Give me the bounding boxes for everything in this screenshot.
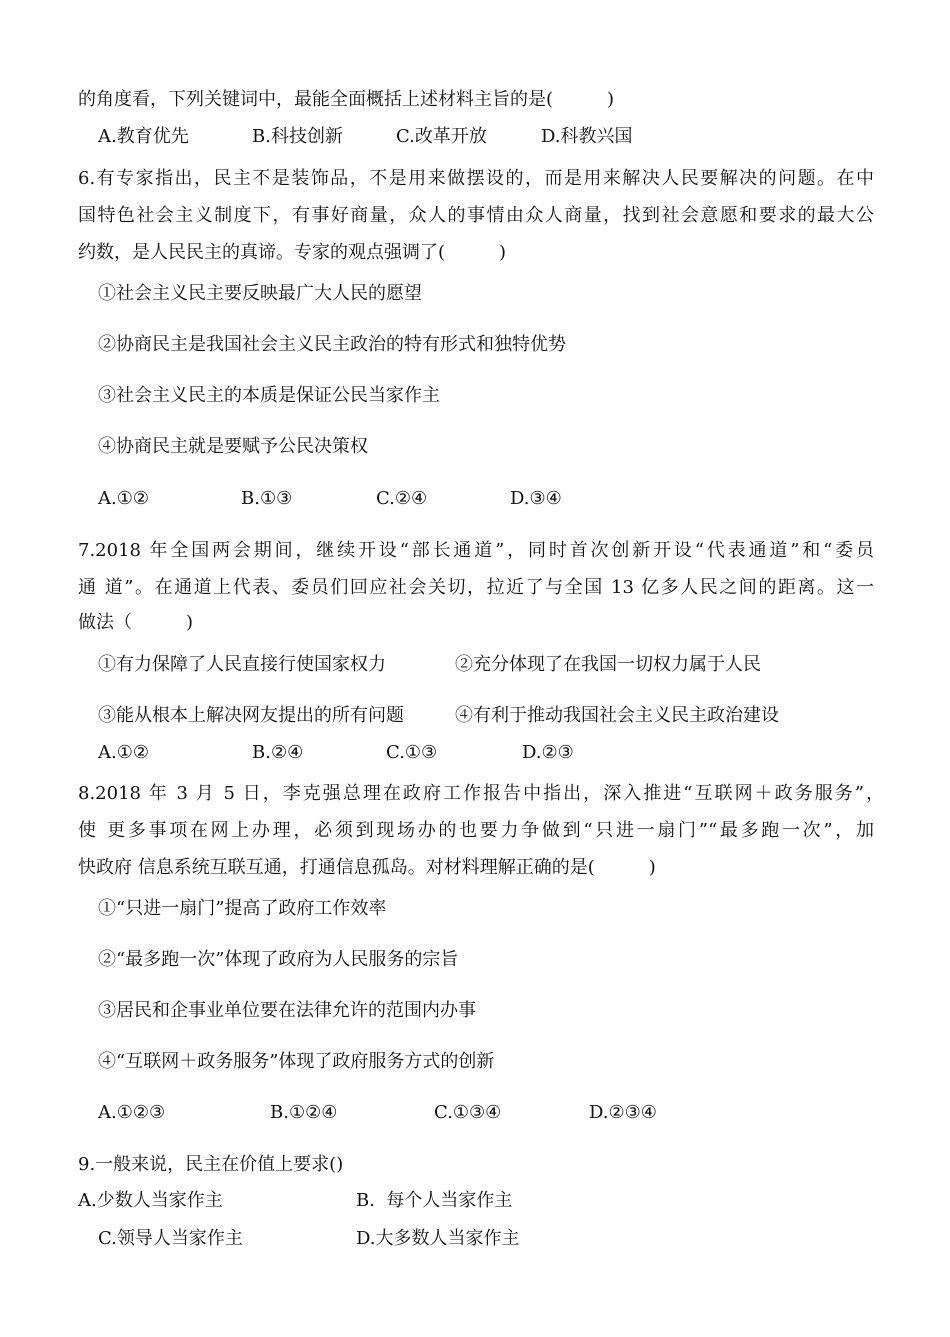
q7-statement-4: ④有利于推动我国社会主义民主政治建设 [455, 705, 779, 726]
q8-statement-1: ①“只进一扇门”提高了政府工作效率 [98, 898, 387, 919]
q8-statement-3: ③居民和企事业单位要在法律允许的范围内办事 [98, 1000, 476, 1021]
q9-option-a: A.少数人当家作主 [78, 1190, 223, 1211]
q6-option-a: A.①② [98, 488, 149, 509]
q7-statement-3: ③能从根本上解决网友提出的所有问题 [98, 705, 404, 726]
q6-statement-2: ②协商民主是我国社会主义民主政治的特有形式和独特优势 [98, 334, 566, 355]
q7-stem-line-1: 7.2018 年全国两会期间，继续开设“部长通道”，同时首次创新开设“代表通道”和“委员 [78, 540, 874, 561]
q8-option-a: A.①②③ [98, 1102, 166, 1123]
q6-option-b: B.①③ [241, 488, 293, 509]
q6-stem-line-3: 约数，是人民民主的真谛。专家的观点强调了( ) [78, 242, 507, 263]
q6-statement-4: ④协商民主就是要赋予公民决策权 [98, 436, 368, 457]
q6-stem-line-2: 国特色社会主义制度下，有事好商量，众人的事情由众人商量，找到社会意愿和要求的最大公 [78, 205, 874, 226]
q9-option-b: B. 每个人当家作主 [356, 1190, 513, 1211]
q8-statement-2: ②“最多跑一次”体现了政府为人民服务的宗旨 [98, 949, 459, 970]
q7-option-d: D.②③ [522, 742, 574, 763]
q6-statement-1: ①社会主义民主要反映最广大人民的愿望 [98, 283, 422, 304]
q7-option-c: C.①③ [386, 742, 438, 763]
q7-option-a: A.①② [98, 742, 149, 763]
q8-option-c: C.①③④ [434, 1102, 502, 1123]
q6-stem-line-1: 6.有专家指出，民主不是装饰品，不是用来做摆设的，而是用来解决人民要解决的问题。在中 [78, 168, 874, 189]
q6-statement-3: ③社会主义民主的本质是保证公民当家作主 [98, 385, 440, 406]
q7-statement-2: ②充分体现了在我国一切权力属于人民 [455, 654, 761, 675]
q5-stem-tail: 的角度看，下列关键词中，最能全面概括上述材料主旨的是( ) [78, 89, 615, 110]
q9-stem: 9.一般来说，民主在价值上要求() [78, 1154, 344, 1175]
q7-stem-line-2: 通 道”。在通道上代表、委员们回应社会关切，拉近了与全国 13 亿多人民之间的距离。这一 [78, 577, 874, 598]
q8-option-d: D.②③④ [589, 1102, 657, 1123]
q5-option-c: C.改革开放 [396, 126, 487, 147]
q5-option-b: B.科技创新 [252, 126, 343, 147]
q5-option-d: D.科教兴国 [541, 126, 633, 147]
q9-option-c: C.领导人当家作主 [98, 1228, 243, 1249]
q8-stem-line-2: 使 更多事项在网上办理，必须到现场办的也要力争做到“只进一扇门”“最多跑一次”，加 [78, 820, 874, 841]
q8-stem-line-1: 8.2018 年 3 月 5 日，李克强总理在政府工作报告中指出，深入推进“互联网＋政务服务”， [78, 783, 884, 804]
q8-statement-4: ④“互联网＋政务服务”体现了政府服务方式的创新 [98, 1051, 495, 1072]
q9-option-d: D.大多数人当家作主 [356, 1228, 520, 1249]
q7-stem-line-3: 做法（ ) [78, 612, 194, 633]
q7-statement-1: ①有力保障了人民直接行使国家权力 [98, 654, 386, 675]
q7-option-b: B.②④ [252, 742, 304, 763]
q6-option-c: C.②④ [376, 488, 428, 509]
q8-option-b: B.①②④ [270, 1102, 338, 1123]
q5-option-a: A.教育优先 [98, 126, 189, 147]
q6-option-d: D.③④ [510, 488, 562, 509]
q8-stem-line-3: 快政府 信息系统互联互通，打通信息孤岛。对材料理解正确的是( ) [78, 857, 656, 878]
